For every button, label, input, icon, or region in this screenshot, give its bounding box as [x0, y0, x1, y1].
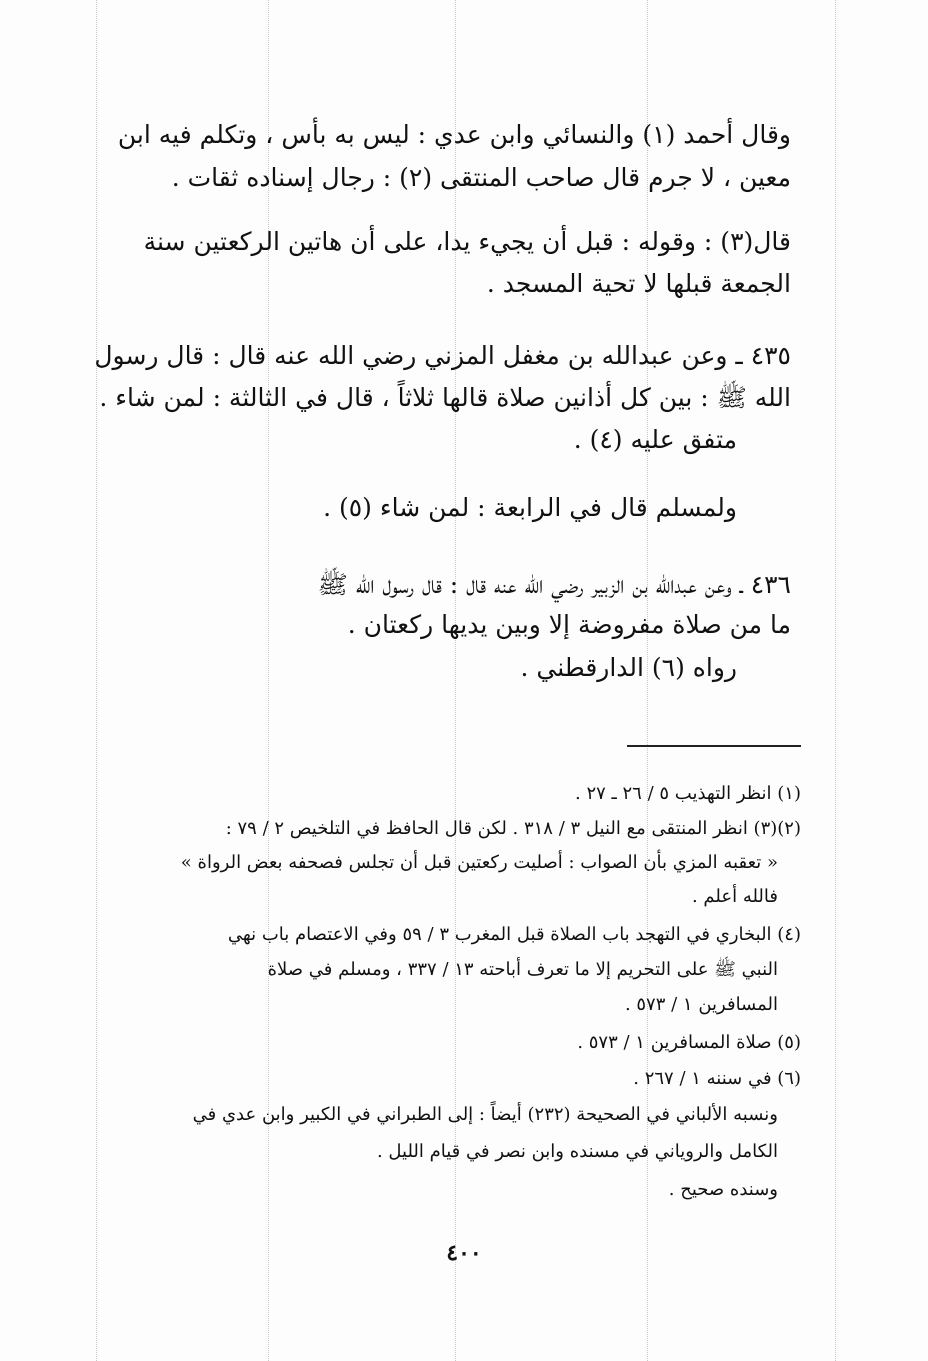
footnote-2-3: فالله أعلم .	[691, 886, 778, 907]
body-line: الجمعة قبلها لا تحية المسجد .	[486, 269, 791, 298]
body-line: معين ، لا جرم قال صاحب المنتقى (٢) : رجال إسناده ثقات .	[171, 163, 791, 192]
body-line: وقال أحمد (١) والنسائي وابن عدي : ليس به بأس ، وتكلم فيه ابن	[117, 120, 791, 149]
footnote-5: (٥) صلاة المسافرين ١ / ٥٧٣ .	[577, 1032, 801, 1053]
hadith-435-muslim-line: ولمسلم قال في الرابعة : لمن شاء (٥) .	[323, 493, 737, 522]
footnote-6-note: الكامل والروياني في مسنده وابن نصر في قيام الليل .	[376, 1141, 778, 1162]
scan-guide-line	[835, 0, 836, 1361]
body-line: قال(٣) : وقوله : قبل أن يجيء يدا، على أن هاتين الركعتين سنة	[143, 227, 791, 256]
footnote-4: النبي ﷺ على التحريم إلا ما تعرف أباحته ١٣ / ٣٣٧ ، ومسلم في صلاة	[267, 959, 778, 980]
footnote-4: (٤) البخاري في التهجد باب الصلاة قبل المغرب ٣ / ٥٩ وفي الاعتصام باب نهي	[227, 924, 801, 945]
hadith-435-line: متفق عليه (٤) .	[573, 425, 737, 454]
footnote-2-3: « تعقبه المزي بأن الصواب : أصليت ركعتين قبل أن تجلس فصحفه بعض الرواة »	[180, 852, 778, 873]
page-number: ٤٠٠	[446, 1240, 482, 1266]
hadith-435-line: الله ﷺ : بين كل أذانين صلاة قالها ثلاثاً ، قال في الثالثة : لمن شاء .	[99, 383, 791, 412]
footnote-1: (١) انظر التهذيب ٥ / ٢٦ ـ ٢٧ .	[575, 783, 801, 804]
footnote-2-3: (٢)(٣) انظر المنتقى مع النيل ٣ / ٣١٨ . لكن قال الحافظ في التلخيص ٢ / ٧٩ :	[225, 818, 801, 839]
hadith-436-line: ما من صلاة مفروضة إلا وبين يديها ركعتان .	[347, 610, 791, 639]
footnote-4: المسافرين ١ / ٥٧٣ .	[624, 994, 778, 1015]
scan-guide-line	[268, 0, 269, 1361]
hadith-436-line: رواه (٦) الدارقطني .	[520, 653, 737, 682]
footnote-6-note: ونسبه الألباني في الصحيحة (٢٣٢) أيضاً : إلى الطبراني في الكبير وابن عدي في	[192, 1104, 778, 1125]
hadith-435-line: ٤٣٥ ـ وعن عبدالله بن مغفل المزني رضي الله عنه قال : قال رسول	[94, 341, 791, 370]
footnote-6-note: وسنده صحيح .	[668, 1179, 778, 1200]
scan-guide-line	[96, 0, 97, 1361]
footnote-separator	[627, 745, 801, 747]
footnote-6: (٦) في سننه ١ / ٢٦٧ .	[633, 1068, 801, 1089]
hadith-436-line: ٤٣٦ ـ وعن عبدالله بن الزبير رضي الله عنه قال : قال رسول الله ﷺ	[317, 570, 791, 599]
